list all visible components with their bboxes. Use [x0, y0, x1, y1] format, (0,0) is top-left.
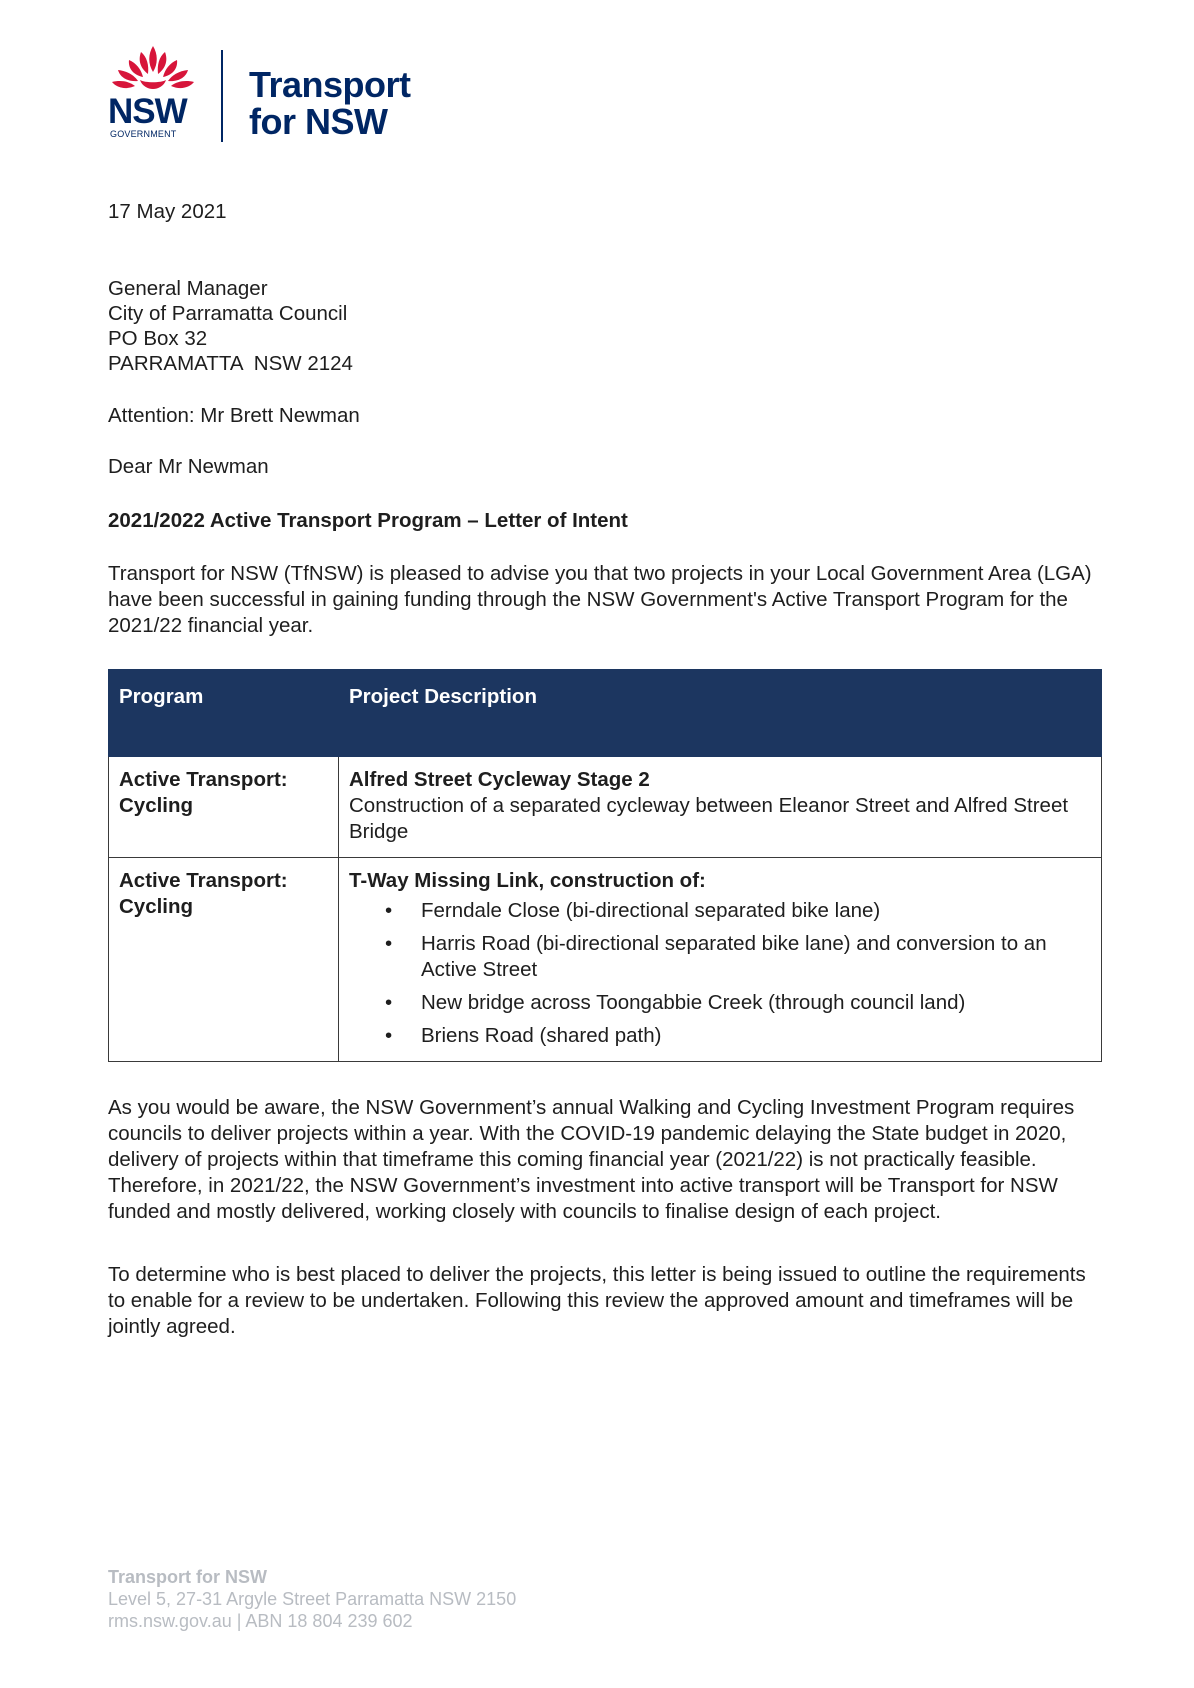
program-cell [109, 757, 339, 858]
project-bullet-list [349, 898, 1091, 1049]
project-description: Construction of a separated cycleway between Eleanor Street and Alfred Street Bridge [349, 794, 1069, 843]
footer-address: Level 5, 27-31 Argyle Street Parramatta NSW 2150 [108, 1589, 517, 1609]
government-wordmark: GOVERNMENT [110, 129, 177, 139]
table-row [109, 858, 1102, 1062]
body-paragraph: To determine who is best placed to deliver the projects, this letter is being issued to outline the requirements to enable for a review to be undertaken. Following this review the approved amount and timeframes will be jointly agreed. [108, 1263, 1086, 1338]
description-cell [339, 858, 1102, 1062]
program-cell [109, 858, 339, 1062]
intro-paragraph: Transport for NSW (TfNSW) is pleased to advise you that two projects in your Local Government Area (LGA) have been successful in gaining funding through the NSW Government's Active Transport Program for the 2021/22 financial year. [108, 562, 1092, 637]
body-paragraph: As you would be aware, the NSW Government’s annual Walking and Cycling Investment Program requires councils to deliver projects within a year. With the COVID-19 pandemic delaying the State budget in 2020, delivery of projects within that timeframe this coming financial year (2021/22) is not practically feasible. Therefore, in 2021/22, the NSW Government’s investment into active transport will be Transport for NSW funded and mostly delivered, working closely with councils to finalise design of each project. [108, 1096, 1075, 1223]
program-label: Cycling [119, 794, 194, 817]
table-header-row [109, 670, 1102, 757]
address-line: General Manager [108, 277, 268, 300]
brand-name: Transport for NSW [249, 64, 411, 142]
list-item: • Harris Road (bi-directional separated bike lane) and conversion to an Active Street [349, 931, 1091, 983]
address-line: City of Parramatta Council [108, 302, 348, 325]
project-title: T-Way Missing Link, construction of: [349, 869, 706, 892]
footer-title: Transport for NSW [108, 1567, 268, 1587]
footer-contact: rms.nsw.gov.au | ABN 18 804 239 602 [108, 1611, 413, 1631]
letter-footer [108, 1566, 516, 1632]
letter-date: 17 May 2021 [108, 200, 227, 223]
logo-divider [221, 50, 223, 142]
header-project-description: Project Description [339, 670, 1102, 757]
list-item: • Ferndale Close (bi-directional separated bike lane) [349, 898, 1091, 924]
transport-nsw-logo [108, 44, 428, 146]
projects-table [108, 669, 1102, 1062]
attention-line: Attention: Mr Brett Newman [108, 404, 360, 427]
letter-subject: 2021/2022 Active Transport Program – Letter of Intent [108, 509, 628, 532]
description-cell [339, 757, 1102, 858]
nsw-wordmark: NSW [108, 92, 187, 131]
project-title: Alfred Street Cycleway Stage 2 [349, 768, 650, 791]
program-label: Active Transport: [119, 768, 288, 791]
recipient-address [108, 276, 353, 376]
list-item: • New bridge across Toongabbie Creek (through council land) [349, 990, 1091, 1016]
header-program: Program [109, 670, 339, 757]
table-row [109, 757, 1102, 858]
waratah-icon [108, 44, 198, 96]
program-label: Active Transport: [119, 869, 288, 892]
salutation: Dear Mr Newman [108, 455, 269, 478]
list-item: • Briens Road (shared path) [349, 1023, 1091, 1049]
address-line: PARRAMATTA NSW 2124 [108, 352, 353, 375]
program-label: Cycling [119, 895, 194, 918]
address-line: PO Box 32 [108, 327, 208, 350]
